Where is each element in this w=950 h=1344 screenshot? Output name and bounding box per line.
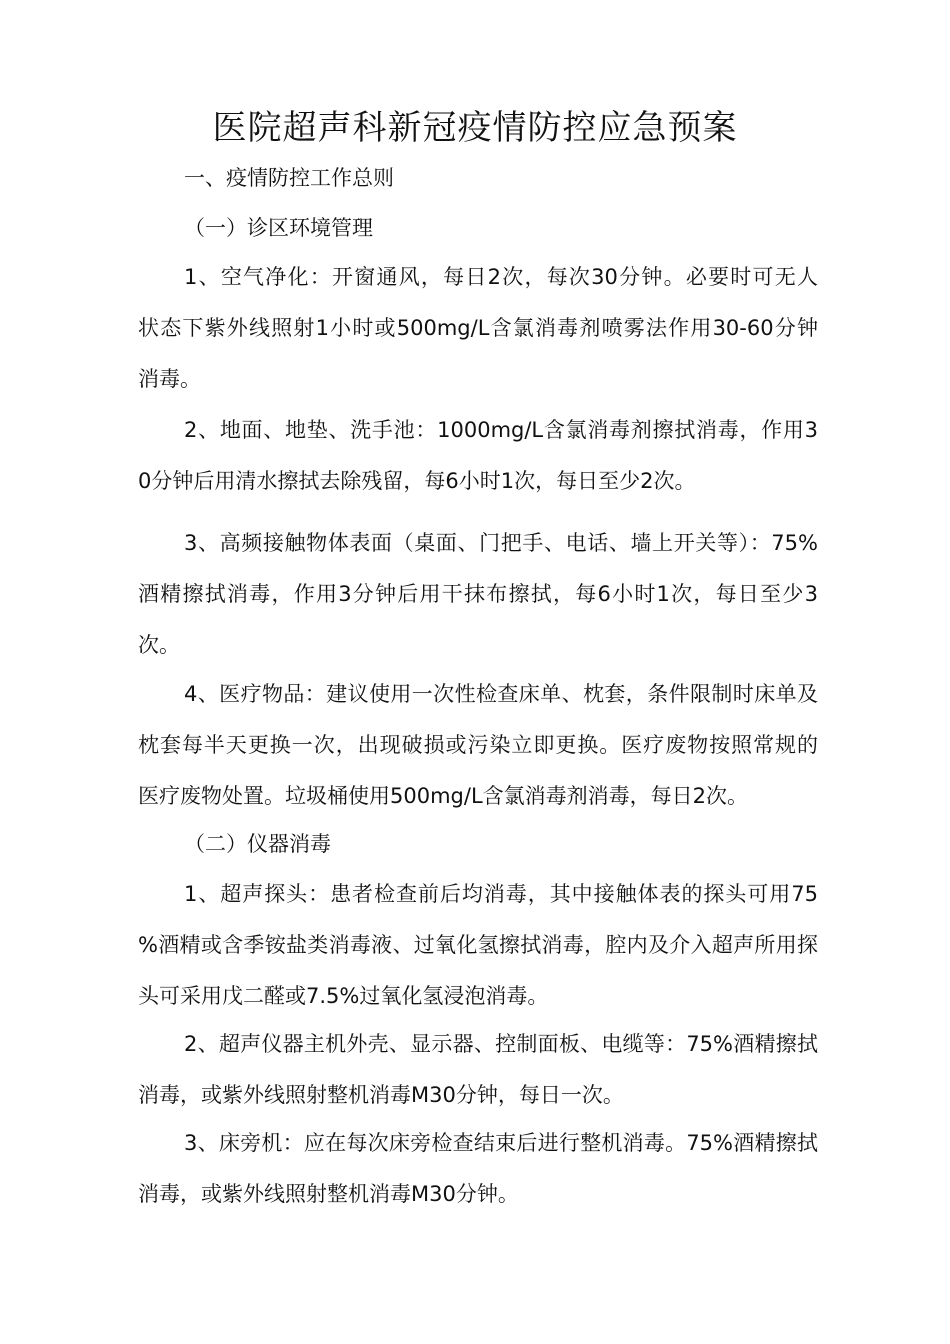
paragraph-line: 酒精擦拭消毒，作用3分钟后用干抹布擦拭，每6小时1次，每日至少3 <box>138 582 818 606</box>
paragraph-line: 3、床旁机：应在每次床旁检查结束后进行整机消毒。75%酒精擦拭 <box>184 1131 818 1155</box>
paragraph-line: 消毒，或紫外线照射整机消毒M30分钟，每日一次。 <box>138 1083 624 1107</box>
document-title: 医院超声科新冠疫情防控应急预案 <box>212 108 738 148</box>
section-heading-1: 一、疫情防控工作总则 <box>184 166 394 190</box>
paragraph-line: 状态下紫外线照射1小时或500mg/L含氯消毒剂喷雾法作用30-60分钟 <box>138 316 818 340</box>
paragraph-ultrasound-probe <box>138 879 818 1032</box>
paragraph-line: 头可采用戊二醛或7.5%过氧化氢浸泡消毒。 <box>138 984 549 1008</box>
paragraph-medical-supplies <box>138 679 818 832</box>
paragraph-line: 3、高频接触物体表面（桌面、门把手、电话、墙上开关等）：75% <box>184 531 818 555</box>
paragraph-high-touch-surfaces <box>138 528 818 681</box>
paragraph-line: 1、空气净化：开窗通风，每日2次，每次30分钟。必要时可无人 <box>184 265 818 289</box>
paragraph-line: 1、超声探头：患者检查前后均消毒，其中接触体表的探头可用75 <box>184 882 818 906</box>
paragraph-line: 次。 <box>138 633 180 657</box>
paragraph-line: 消毒，或紫外线照射整机消毒M30分钟。 <box>138 1182 519 1206</box>
paragraph-line: 2、超声仪器主机外壳、显示器、控制面板、电缆等：75%酒精擦拭 <box>184 1032 818 1056</box>
paragraph-line: %酒精或含季铵盐类消毒液、过氧化氢擦拭消毒，腔内及介入超声所用探 <box>138 933 818 957</box>
paragraph-bedside-machine <box>138 1128 818 1230</box>
paragraph-line: 0分钟后用清水擦拭去除残留，每6小时1次，每日至少2次。 <box>138 469 696 493</box>
paragraph-air-purification <box>138 262 818 415</box>
paragraph-line: 2、地面、地垫、洗手池：1000mg/L含氯消毒剂擦拭消毒，作用3 <box>184 418 818 442</box>
paragraph-line: 4、医疗物品：建议使用一次性检查床单、枕套，条件限制时床单及 <box>184 682 818 706</box>
paragraph-line: 医疗废物处置。垃圾桶使用500mg/L含氯消毒剂消毒，每日2次。 <box>138 784 749 808</box>
paragraph-floor-cleaning <box>138 415 818 517</box>
subsection-heading-instruments: （二）仪器消毒 <box>184 832 331 856</box>
subsection-heading-environment: （一）诊区环境管理 <box>184 216 373 240</box>
paragraph-line: 枕套每半天更换一次，出现破损或污染立即更换。医疗废物按照常规的 <box>138 733 818 757</box>
paragraph-main-unit <box>138 1029 818 1131</box>
paragraph-line: 消毒。 <box>138 367 201 391</box>
